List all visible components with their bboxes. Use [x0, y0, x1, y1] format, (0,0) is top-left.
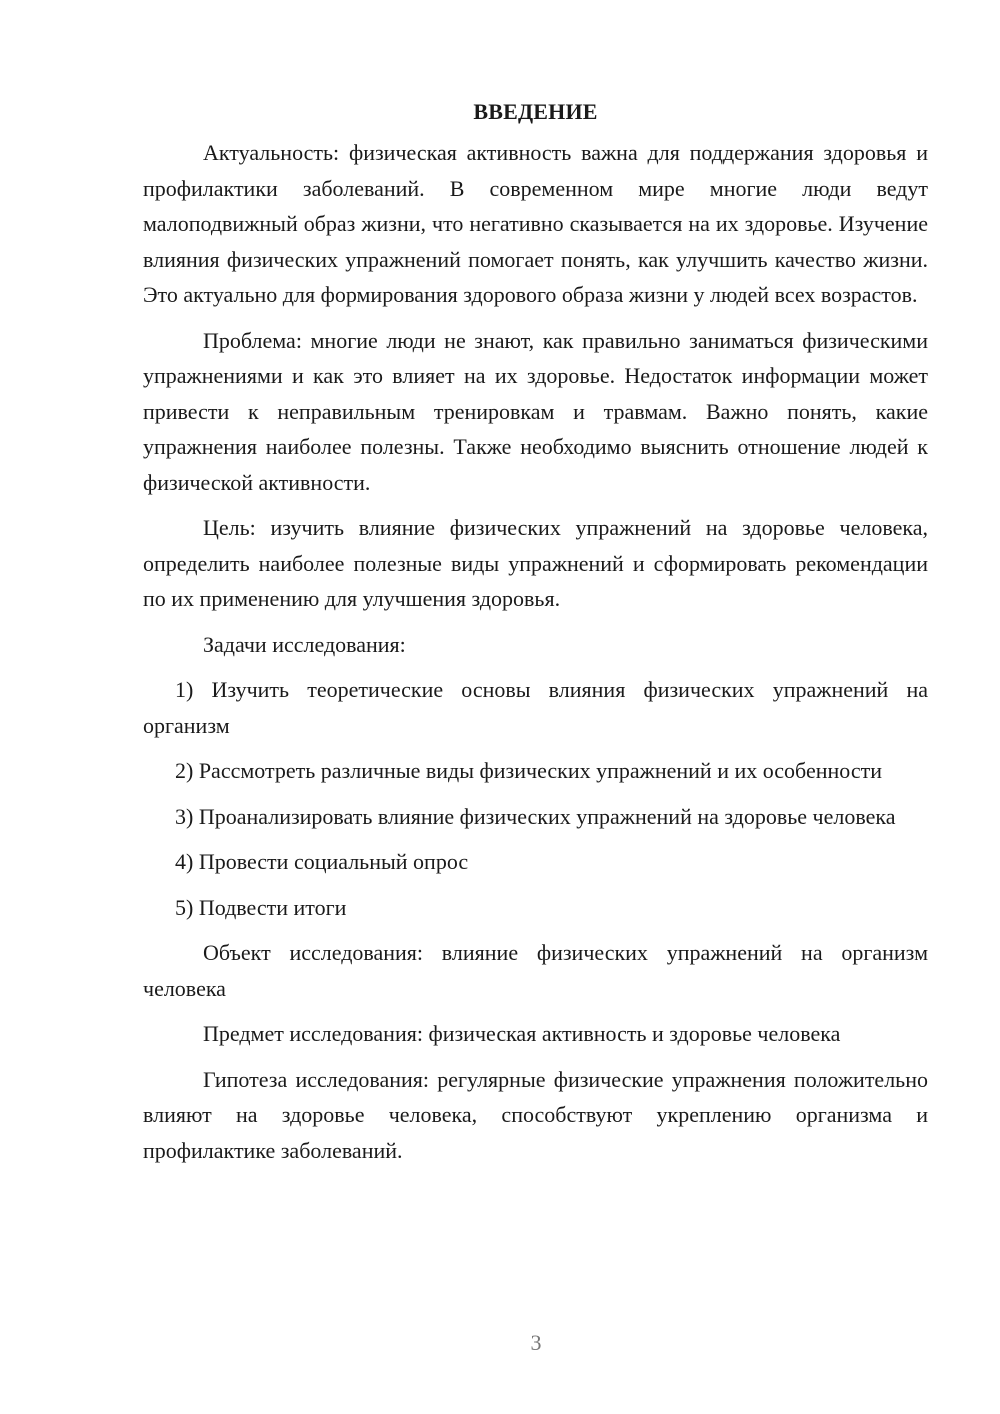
task-item-1: 1) Изучить теоретические основы влияния физических упражнений на организм	[143, 677, 928, 738]
task-item-3: 3) Проанализировать влияние физических упражнений на здоровье человека	[175, 803, 896, 829]
page-content	[143, 94, 928, 1178]
paragraph-goal: Цель: изучить влияние физических упражнений на здоровье человека, определить наиболее полезные виды упражнений и сформировать рекомендации по их применению для улучшения здоровья.	[143, 515, 928, 611]
page-title: ВВЕДЕНИЕ	[473, 99, 598, 124]
task-item-2: 2) Рассмотреть различные виды физических упражнений и их особенности	[175, 758, 882, 783]
paragraph-subject: Предмет исследования: физическая активность и здоровье человека	[203, 1021, 841, 1046]
paragraph-problem: Проблема: многие люди не знают, как правильно заниматься физическими упражнениями и как это влияет на их здоровье. Недостаток информации может привести к неправильным тренировкам и травмам. Важно понять, какие упражнения наиболее полезны. Также необходимо выяснить отношение людей к физической активности.	[143, 327, 928, 495]
paragraph-object: Объект исследования: влияние физических упражнений на организм человека	[143, 940, 928, 1001]
paragraph-hypothesis: Гипотеза исследования: регулярные физические упражнения положительно влияют на здоровье человека, способствуют укреплению организма и профилактике заболеваний.	[143, 1066, 928, 1163]
page-number: 3	[530, 1330, 542, 1355]
tasks-heading: Задачи исследования:	[203, 631, 406, 657]
paragraph-relevance: Актуальность: физическая активность важна для поддержания здоровья и профилактики заболеваний. В современном мире многие люди ведут малоподвижный образ жизни, что негативно сказывается на их здоровье. Изучение влияния физических упражнений помогает понять, как улучшить качество жизни. Это актуально для формирования здорового образа жизни у людей всех возрастов.	[143, 140, 928, 307]
task-item-5: 5) Подвести итоги	[175, 894, 347, 920]
task-item-4: 4) Провести социальный опрос	[175, 849, 469, 874]
